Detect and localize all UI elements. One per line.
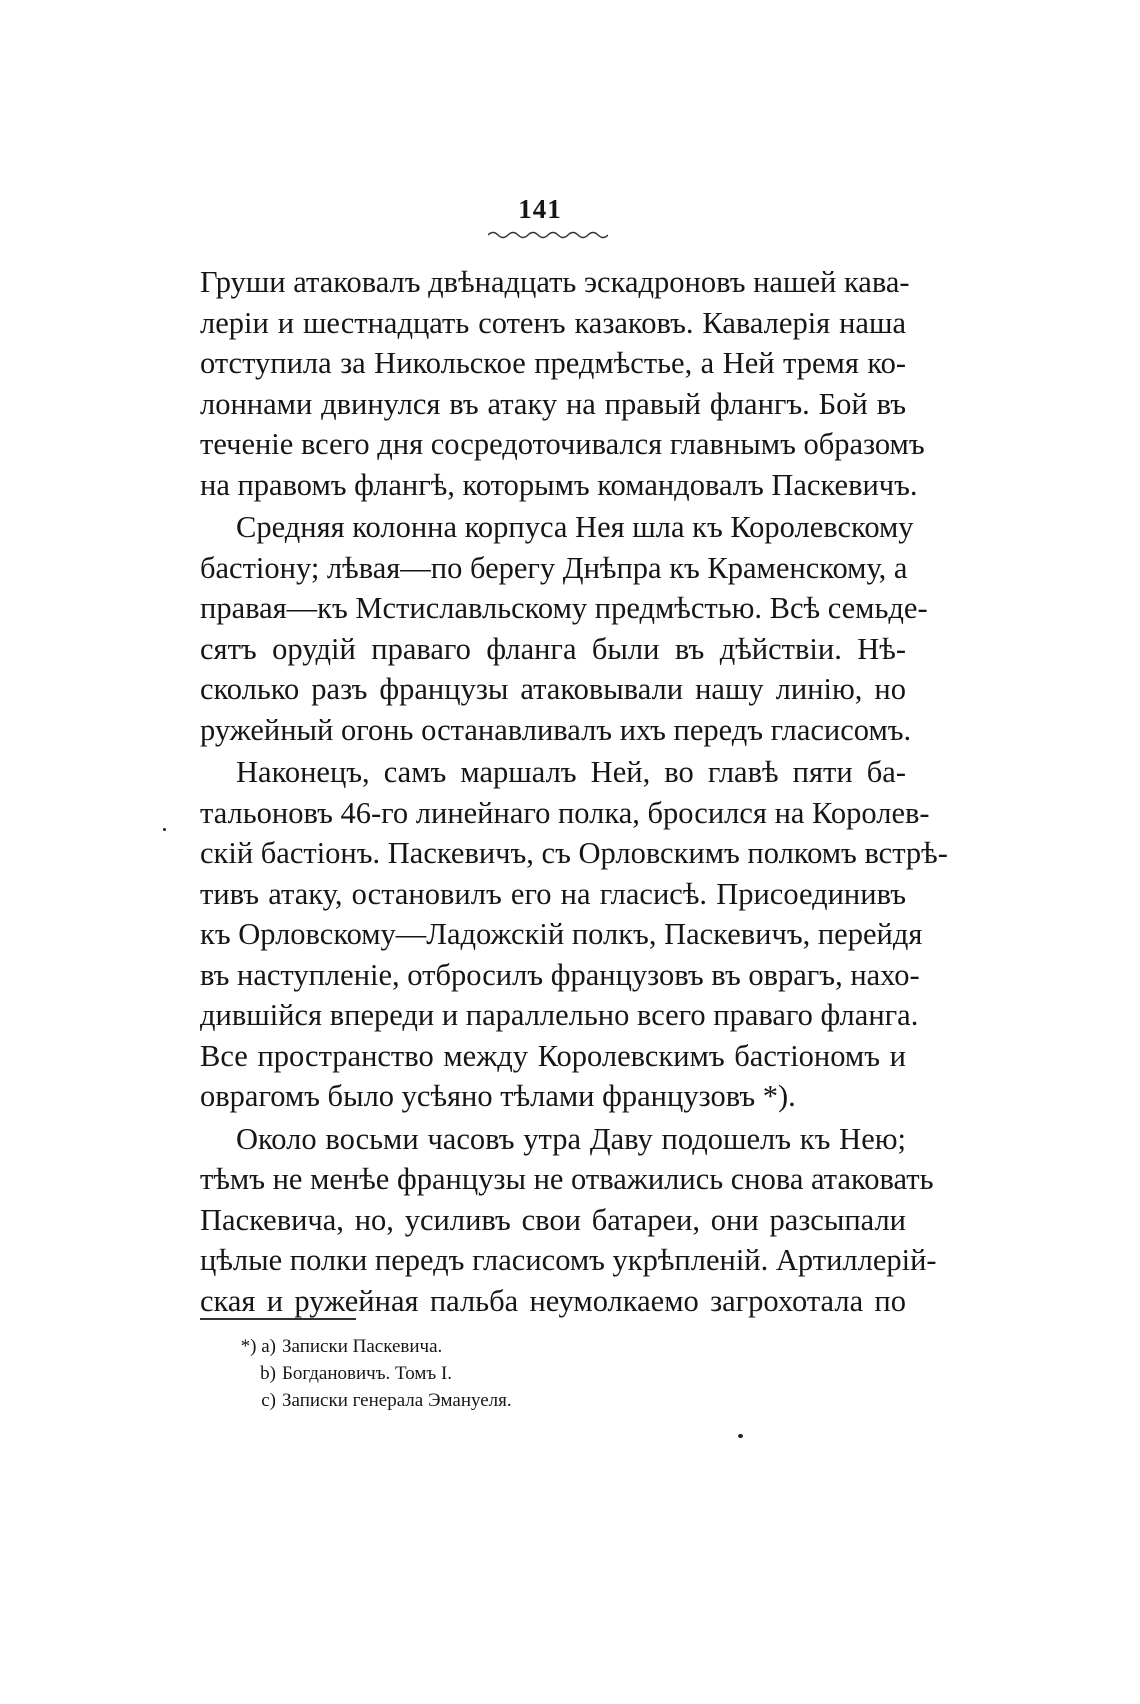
text-line: оврагомъ было усѣяно тѣлами французовъ *).	[200, 1079, 796, 1113]
page-number: 141	[518, 194, 562, 224]
text-line: тальоновъ 46-го линейнаго полка, бросился на Королев-	[200, 795, 930, 830]
paragraph-1	[200, 262, 925, 505]
text-line: лоннами двинулся въ атаку на правый флангъ. Бой въ	[200, 386, 906, 421]
text-line: тивъ атаку, остановилъ его на гласисѣ. Присоединивъ	[200, 876, 906, 911]
footnote-mark: c)	[261, 1390, 276, 1411]
text-line: правая—къ Мстиславльскому предмѣстью. Всѣ семьде-	[200, 591, 928, 625]
text-line: Наконецъ, самъ маршалъ Ней, во главѣ пяти ба-	[236, 755, 906, 789]
text-line: теченiе всего дня сосредоточивался главнымъ образомъ	[200, 427, 925, 461]
text-line: Все пространство между Королевскимъ бастiономъ и	[200, 1038, 906, 1073]
paragraph-2	[200, 507, 928, 750]
text-line: скiй бастiонъ. Паскевичъ, съ Орловскимъ полкомъ встрѣ-	[200, 836, 948, 870]
footnotes	[232, 1333, 512, 1414]
text-line: Груши атаковалъ двѣнадцать эскадроновъ нашей кава-	[200, 265, 910, 299]
text-line: ружейный огонь останавливалъ ихъ передъ гласисомъ.	[200, 712, 912, 747]
paragraph-3	[200, 752, 948, 1117]
ink-speck	[163, 828, 166, 831]
text-line: бастiону; лѣвая—по берегу Днѣпра къ Краменскому, а	[200, 550, 908, 585]
text-line: Паскевича, но, усиливъ свои батареи, они разсыпали	[200, 1202, 906, 1237]
footnote-item	[232, 1333, 512, 1360]
text-line: цѣлые полки передъ гласисомъ укрѣпленiй. Артиллерiй-	[200, 1243, 937, 1277]
text-line: ская и ружейная пальба неумолкаемо загрохотала по	[200, 1283, 906, 1318]
ink-speck	[738, 1434, 743, 1438]
footnote-text: Записки генерала Эмануеля.	[282, 1390, 512, 1411]
footnote-item	[232, 1360, 512, 1387]
text-line: тѣмъ не менѣе французы не отважились снова атаковать	[200, 1162, 934, 1196]
text-line: Средняя колонна корпуса Нея шла къ Королевскому	[236, 510, 914, 544]
footnote-mark: b)	[260, 1363, 276, 1384]
text-line: сятъ орудiй праваго фланга были въ дѣйствiи. Нѣ-	[200, 631, 906, 666]
text-line: лерiи и шестнадцать сотенъ казаковъ. Кавалерiя наша	[200, 305, 906, 340]
footnote-text: Записки Паскевича.	[282, 1336, 443, 1357]
paragraph-4	[200, 1119, 937, 1322]
footnote-rule	[200, 1318, 356, 1320]
body-text	[200, 262, 948, 1321]
text-line: дившiйся впереди и параллельно всего праваго фланга.	[200, 998, 919, 1032]
footnote-mark: *) a)	[240, 1336, 276, 1357]
ornament-divider	[488, 230, 608, 240]
text-line: на правомъ флангѣ, которымъ командовалъ Паскевичъ.	[200, 467, 918, 502]
text-line: къ Орловскому—Ладожскiй полкъ, Паскевичъ, перейдя	[200, 917, 923, 951]
footnote-item	[232, 1387, 512, 1414]
text-line: въ наступленiе, отбросилъ французовъ въ оврагъ, нахо-	[200, 957, 920, 992]
text-line: сколько разъ французы атаковывали нашу линiю, но	[200, 672, 906, 706]
footnote-text: Богдановичъ. Томъ I.	[282, 1363, 453, 1384]
text-line: отступила за Никольское предмѣстье, а Ней тремя ко-	[200, 346, 906, 380]
text-line: Около восьми часовъ утра Даву подошелъ къ Нею;	[236, 1121, 906, 1156]
